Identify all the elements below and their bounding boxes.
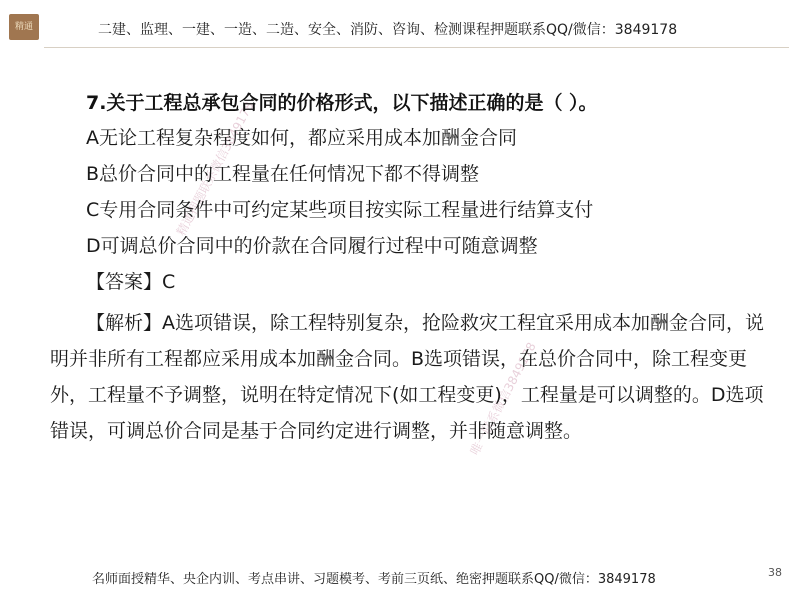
page-number: 38 <box>768 566 782 579</box>
answer-text: 【答案】C <box>86 271 176 293</box>
slide-content <box>50 88 765 449</box>
question-title: 7.关于工程总承包合同的价格形式，以下描述正确的是（ ）。 <box>86 92 598 114</box>
watermark: 唯一联系微信3849178 <box>467 340 539 458</box>
brand-logo: 精通 <box>9 14 39 40</box>
footer-contact-text: 名师面授精华、央企内训、考点串讲、习题模考、考前三页纸、绝密押题联系QQ/微信：3849178 <box>92 572 656 587</box>
header-divider <box>44 47 789 48</box>
header-bar <box>0 0 800 52</box>
option-a: A无论工程复杂程度如何，都应采用成本加酬金合同 <box>86 127 517 149</box>
watermark: 精通押题联系微信3849178 <box>173 99 257 239</box>
header-contact-text: 二建、监理、一建、一造、二造、安全、消防、咨询、检测课程押题联系QQ/微信：3849178 <box>98 22 678 38</box>
option-b: B总价合同中的工程量在任何情况下都不得调整 <box>86 163 480 185</box>
option-d: D可调总价合同中的价款在合同履行过程中可随意调整 <box>86 235 538 257</box>
analysis-text: 【解析】A选项错误，除工程特别复杂，抢险救灾工程宜采用成本加酬金合同，说明并非所有工程都应采用成本加酬金合同。B选项错误，在总价合同中，除工程变更外，工程量不予调整，说明在特定情况下(如工程变更)，工程量是可以调整的。D选项错误，可调总价合同是基于合同约定进行调整，并非随意调整。 <box>50 312 764 442</box>
option-c: C专用合同条件中可约定某些项目按实际工程量进行结算支付 <box>86 199 594 221</box>
